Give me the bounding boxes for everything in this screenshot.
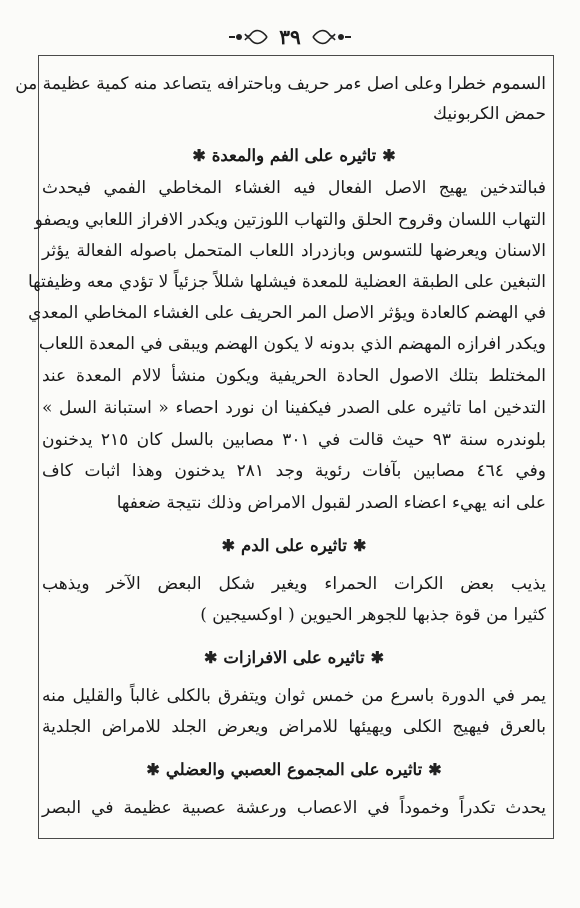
- star-icon: ✱: [146, 760, 160, 779]
- page-number: ٣٩: [279, 25, 301, 49]
- text-line: ويكدر افرازه المهضم الذي بدونه لا يكون الهضم ويبقى في المعدة اللعاب: [38, 334, 546, 354]
- star-icon: ✱: [221, 536, 236, 555]
- text-line: يذيب بعض الكرات الحمراء ويغير شكل البعض الآخر ويذهب: [42, 574, 546, 594]
- text-line: في الهضم كالعادة ويؤثر الاصل المر الحريف على الغشاء المخاطي المعدي: [28, 303, 546, 323]
- star-icon: ✱: [192, 146, 206, 165]
- text-line: كثيرا من قوة جذبها للجوهر الحيوين ( اوكسيجين ): [200, 605, 546, 625]
- heading-text: تاثيره على المجموع العصبي والعضلي: [165, 760, 423, 779]
- text-line: على انه يهيء اعضاء الصدر لقبول الامراض وذلك نتيجة ضعفها: [116, 493, 546, 513]
- text-line: فبالتدخين يهيج الاصل الفعال فيه الغشاء المخاطي الفمي فيحدث: [42, 178, 546, 198]
- text-line: التهاب اللسان وقروح الحلق والتهاب اللوزتين ويكدر الافراز اللعابي ويصفو: [34, 210, 546, 230]
- text-line: يحدث تكدراً وخموداً في الاعصاب ورعشة عصبية عظيمة في البصر: [42, 798, 546, 818]
- section-heading-secretions: [42, 648, 546, 667]
- text-line: التدخين اما تاثيره على الصدر فيكفينا ان نورد احصاء « استبانة السل »: [42, 398, 546, 418]
- heading-text: تاثيره على الفم والمعدة: [211, 146, 377, 165]
- section-heading-nervous: [42, 760, 546, 779]
- star-icon: ✱: [428, 760, 442, 779]
- star-icon: ✱: [382, 146, 396, 165]
- text-line: الاسنان ويعرضها للتسوس وبازدراد اللعاب المتحمل باصوله الفعالة يؤثر: [42, 241, 546, 261]
- ornament-icon-right: [311, 26, 351, 48]
- star-icon: ✱: [370, 648, 384, 667]
- text-line: بالعرق فيهيج الكلى ويهيئها للامراض ويعرض الجلد للامراض الجلدية: [42, 717, 546, 737]
- text-line: وفي ٤٦٤ مصابين بآفات رئوية وجد ٢٨١ يدخنون وهذا اثبات كاف: [42, 461, 546, 481]
- text-line: المختلط بتلك الاصول الحادة الحريفية ويكون منشأ لالام المعدة عند: [42, 366, 546, 386]
- ornament-icon-left: [229, 26, 269, 48]
- text-line: السموم خطرا وعلى اصل ءمر حريف وباحترافه يتصاعد منه كمية عظيمة من: [15, 74, 546, 94]
- page-header: [0, 22, 580, 52]
- section-heading-mouth-stomach: [42, 146, 546, 165]
- heading-text: تاثيره على الافرازات: [223, 648, 365, 667]
- text-line: التبغين على الطبقة العضلية للمعدة فيشلها شللاً جزئياً لا تؤدي معه وظيفتها: [27, 272, 546, 292]
- section-heading-blood: [42, 536, 546, 555]
- heading-text: تاثيره على الدم: [241, 536, 347, 555]
- text-line: بلوندره سنة ٩٣ حيث قالت في ٣٠١ مصابين بالسل كان ٢١٥ يدخنون: [42, 430, 546, 450]
- text-line: يمر في الدورة باسرع من خمس ثوان ويتفرق بالكلى غالباً والقليل منه: [42, 686, 546, 706]
- text-line: حمض الكربونيك: [433, 104, 546, 124]
- star-icon: ✱: [353, 536, 367, 555]
- star-icon: ✱: [204, 648, 218, 667]
